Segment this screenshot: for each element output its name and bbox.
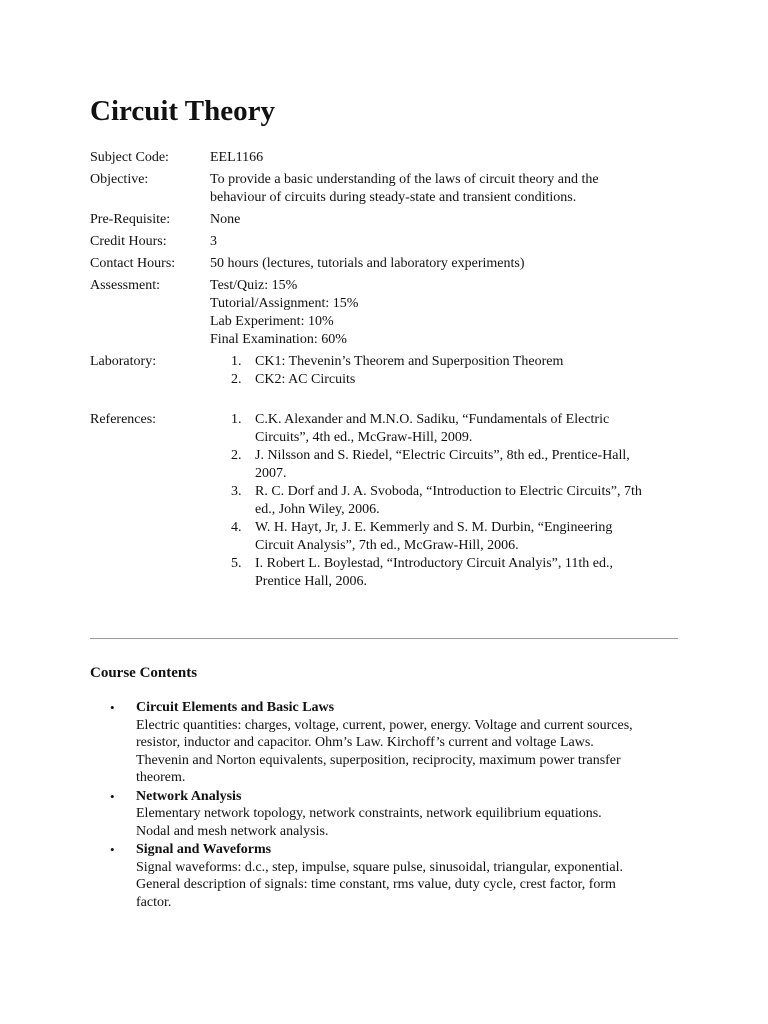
item-number: 2. xyxy=(231,372,242,387)
item-number: 3. xyxy=(231,484,242,499)
topic-title: Signal and Waveforms xyxy=(136,842,272,857)
bullet-icon: • xyxy=(110,700,115,715)
topic-title: Network Analysis xyxy=(136,788,242,804)
topic-line: Thevenin and Norton equivalents, superposition, reciprocity, maximum power transfer xyxy=(136,752,621,768)
topic-line: Electric quantities: charges, voltage, current, power, energy. Voltage and current sources, xyxy=(136,717,633,733)
item-line: C.K. Alexander and M.N.O. Sadiku, “Fundamentals of Electric xyxy=(255,412,610,427)
objective-row xyxy=(90,171,690,207)
assessment-line: Lab Experiment: 10% xyxy=(210,314,334,329)
item-number: 5. xyxy=(231,556,242,571)
item-line: I. Robert L. Boylestad, “Introductory Circuit Analyis”, 11th ed., xyxy=(255,556,613,571)
item-number: 2. xyxy=(231,448,242,463)
list-item xyxy=(90,788,690,841)
list-item xyxy=(90,699,690,787)
subject-info xyxy=(90,149,690,595)
item-line: Prentice Hall, 2006. xyxy=(255,574,367,589)
bullet-icon: • xyxy=(110,788,115,804)
page-title: Circuit Theory xyxy=(90,95,276,127)
item-line: J. Nilsson and S. Riedel, “Electric Circuits”, 8th ed., Prentice-Hall, xyxy=(255,448,630,463)
item-line: Circuits”, 4th ed., McGraw-Hill, 2009. xyxy=(255,430,473,445)
objective-value xyxy=(210,171,650,207)
list-item xyxy=(210,371,650,389)
topic-line: Elementary network topology, network constraints, network equilibrium equations. xyxy=(136,806,602,821)
subject-code-label: Subject Code: xyxy=(90,150,169,165)
item-line: 2007. xyxy=(255,466,287,481)
topic-line: General description of signals: time constant, rms value, duty cycle, crest factor, form xyxy=(136,877,616,892)
credit-hours-label: Credit Hours: xyxy=(90,234,167,249)
assessment-line: Final Examination: 60% xyxy=(210,332,347,347)
topic-line: factor. xyxy=(136,894,172,910)
list-item xyxy=(210,411,650,447)
references-label: References: xyxy=(90,412,157,427)
prerequisite-value: None xyxy=(210,212,241,227)
item-line: W. H. Hayt, Jr, J. E. Kemmerly and S. M. Durbin, “Engineering xyxy=(255,520,613,535)
prerequisite-row xyxy=(90,211,690,229)
references-list xyxy=(210,411,650,591)
item-line: ed., John Wiley, 2006. xyxy=(255,502,380,517)
credit-hours-row xyxy=(90,233,690,251)
assessment-line: Tutorial/Assignment: 15% xyxy=(210,296,359,311)
prerequisite-label: Pre-Requisite: xyxy=(90,212,171,227)
section-divider xyxy=(90,638,678,639)
topic-title: Circuit Elements and Basic Laws xyxy=(136,700,335,715)
item-number: 1. xyxy=(231,354,242,369)
topic-line: Signal waveforms: d.c., step, impulse, square pulse, sinusoidal, triangular, exponential. xyxy=(136,859,624,875)
list-item xyxy=(210,353,650,371)
item-line: R. C. Dorf and J. A. Svoboda, “Introduction to Electric Circuits”, 7th xyxy=(255,484,642,499)
contact-hours-label: Contact Hours: xyxy=(90,256,176,271)
subject-code-row xyxy=(90,149,690,167)
references-row xyxy=(90,411,690,591)
topic-line: theorem. xyxy=(136,770,186,785)
laboratory-row xyxy=(90,353,690,389)
item-number: 4. xyxy=(231,520,242,535)
list-item xyxy=(210,483,650,519)
assessment-line: Test/Quiz: 15% xyxy=(210,278,298,293)
contact-hours-row xyxy=(90,255,690,273)
assessment-label: Assessment: xyxy=(90,278,160,293)
list-item xyxy=(210,519,650,555)
course-topics-list xyxy=(90,699,690,912)
course-contents-heading: Course Contents xyxy=(90,665,198,681)
topic-line: Nodal and mesh network analysis. xyxy=(136,823,329,839)
subject-code-value: EEL1166 xyxy=(210,150,264,165)
item-number: 1. xyxy=(231,412,242,427)
bullet-icon: • xyxy=(110,842,115,857)
credit-hours-value: 3 xyxy=(210,234,217,249)
laboratory-label: Laboratory: xyxy=(90,354,157,369)
objective-label: Objective: xyxy=(90,172,149,187)
laboratory-list xyxy=(210,353,650,389)
contact-hours-value: 50 hours (lectures, tutorials and laboratory experiments) xyxy=(210,256,525,271)
objective-line: behaviour of circuits during steady-state and transient conditions. xyxy=(210,190,577,205)
list-item xyxy=(210,555,650,591)
item-text: CK2: AC Circuits xyxy=(255,372,356,387)
item-text: CK1: Thevenin’s Theorem and Superposition Theorem xyxy=(255,354,564,369)
assessment-value xyxy=(210,277,650,349)
objective-line: To provide a basic understanding of the laws of circuit theory and the xyxy=(210,172,599,187)
list-item xyxy=(90,841,690,911)
item-line: Circuit Analysis”, 7th ed., McGraw-Hill, 2006. xyxy=(255,538,519,553)
topic-line: resistor, inductor and capacitor. Ohm’s Law. Kirchoff’s current and voltage Laws. xyxy=(136,735,594,750)
assessment-row xyxy=(90,277,690,349)
list-item xyxy=(210,447,650,483)
